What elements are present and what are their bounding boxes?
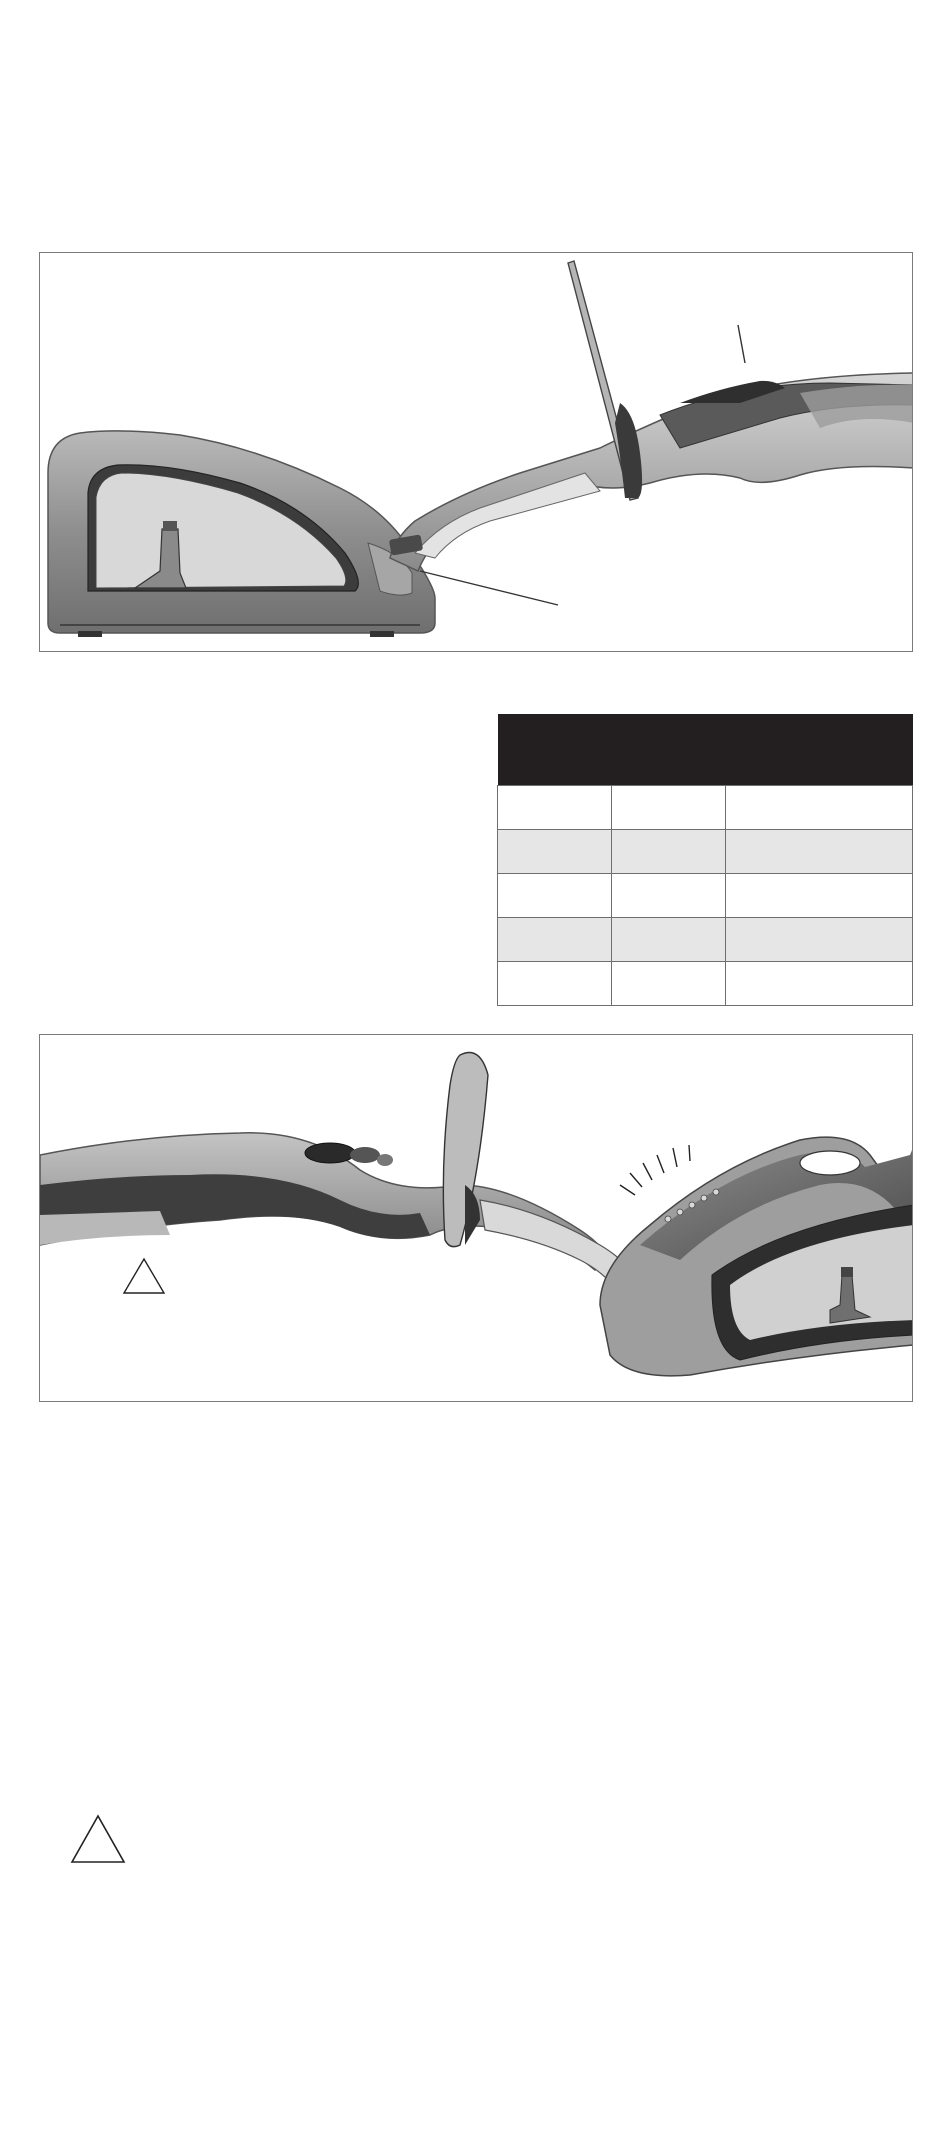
docking-illustration [40,1035,913,1402]
table-row [498,830,913,874]
leader-line-contacts [420,571,558,605]
table-cell [612,918,726,962]
charger-illustration [40,253,913,652]
table-cell [726,874,913,918]
charging-base [600,1137,913,1376]
table-cell [612,830,726,874]
table-header-cell [612,714,726,786]
table-cell [612,874,726,918]
table-row [498,918,913,962]
table-cell [612,786,726,830]
warning-triangle-icon [70,1812,126,1864]
table-header-row [498,714,913,786]
table-cell [498,830,612,874]
curing-light-handpiece [389,261,913,605]
table-cell [498,918,612,962]
figure-charger-docked-view [39,1034,913,1402]
table-header-cell [498,714,612,786]
table-cell [612,962,726,1006]
table-row [498,786,913,830]
sound-signal-marks [620,1145,690,1195]
handle-opening [800,1151,860,1175]
leader-line-handpiece [738,325,745,363]
table-cell [726,830,913,874]
curing-light-handpiece [40,1053,650,1307]
table-cell [498,786,612,830]
table-cell [726,962,913,1006]
charging-base [48,431,435,637]
table-row [498,962,913,1006]
specification-table [497,714,913,1006]
table-row [498,874,913,918]
table-header-cell [726,714,913,786]
table-cell [726,918,913,962]
figure-charger-side-view [39,252,913,652]
table-cell [498,962,612,1006]
table-cell [726,786,913,830]
table-cell [498,874,612,918]
warning-triangle-icon [124,1259,164,1293]
